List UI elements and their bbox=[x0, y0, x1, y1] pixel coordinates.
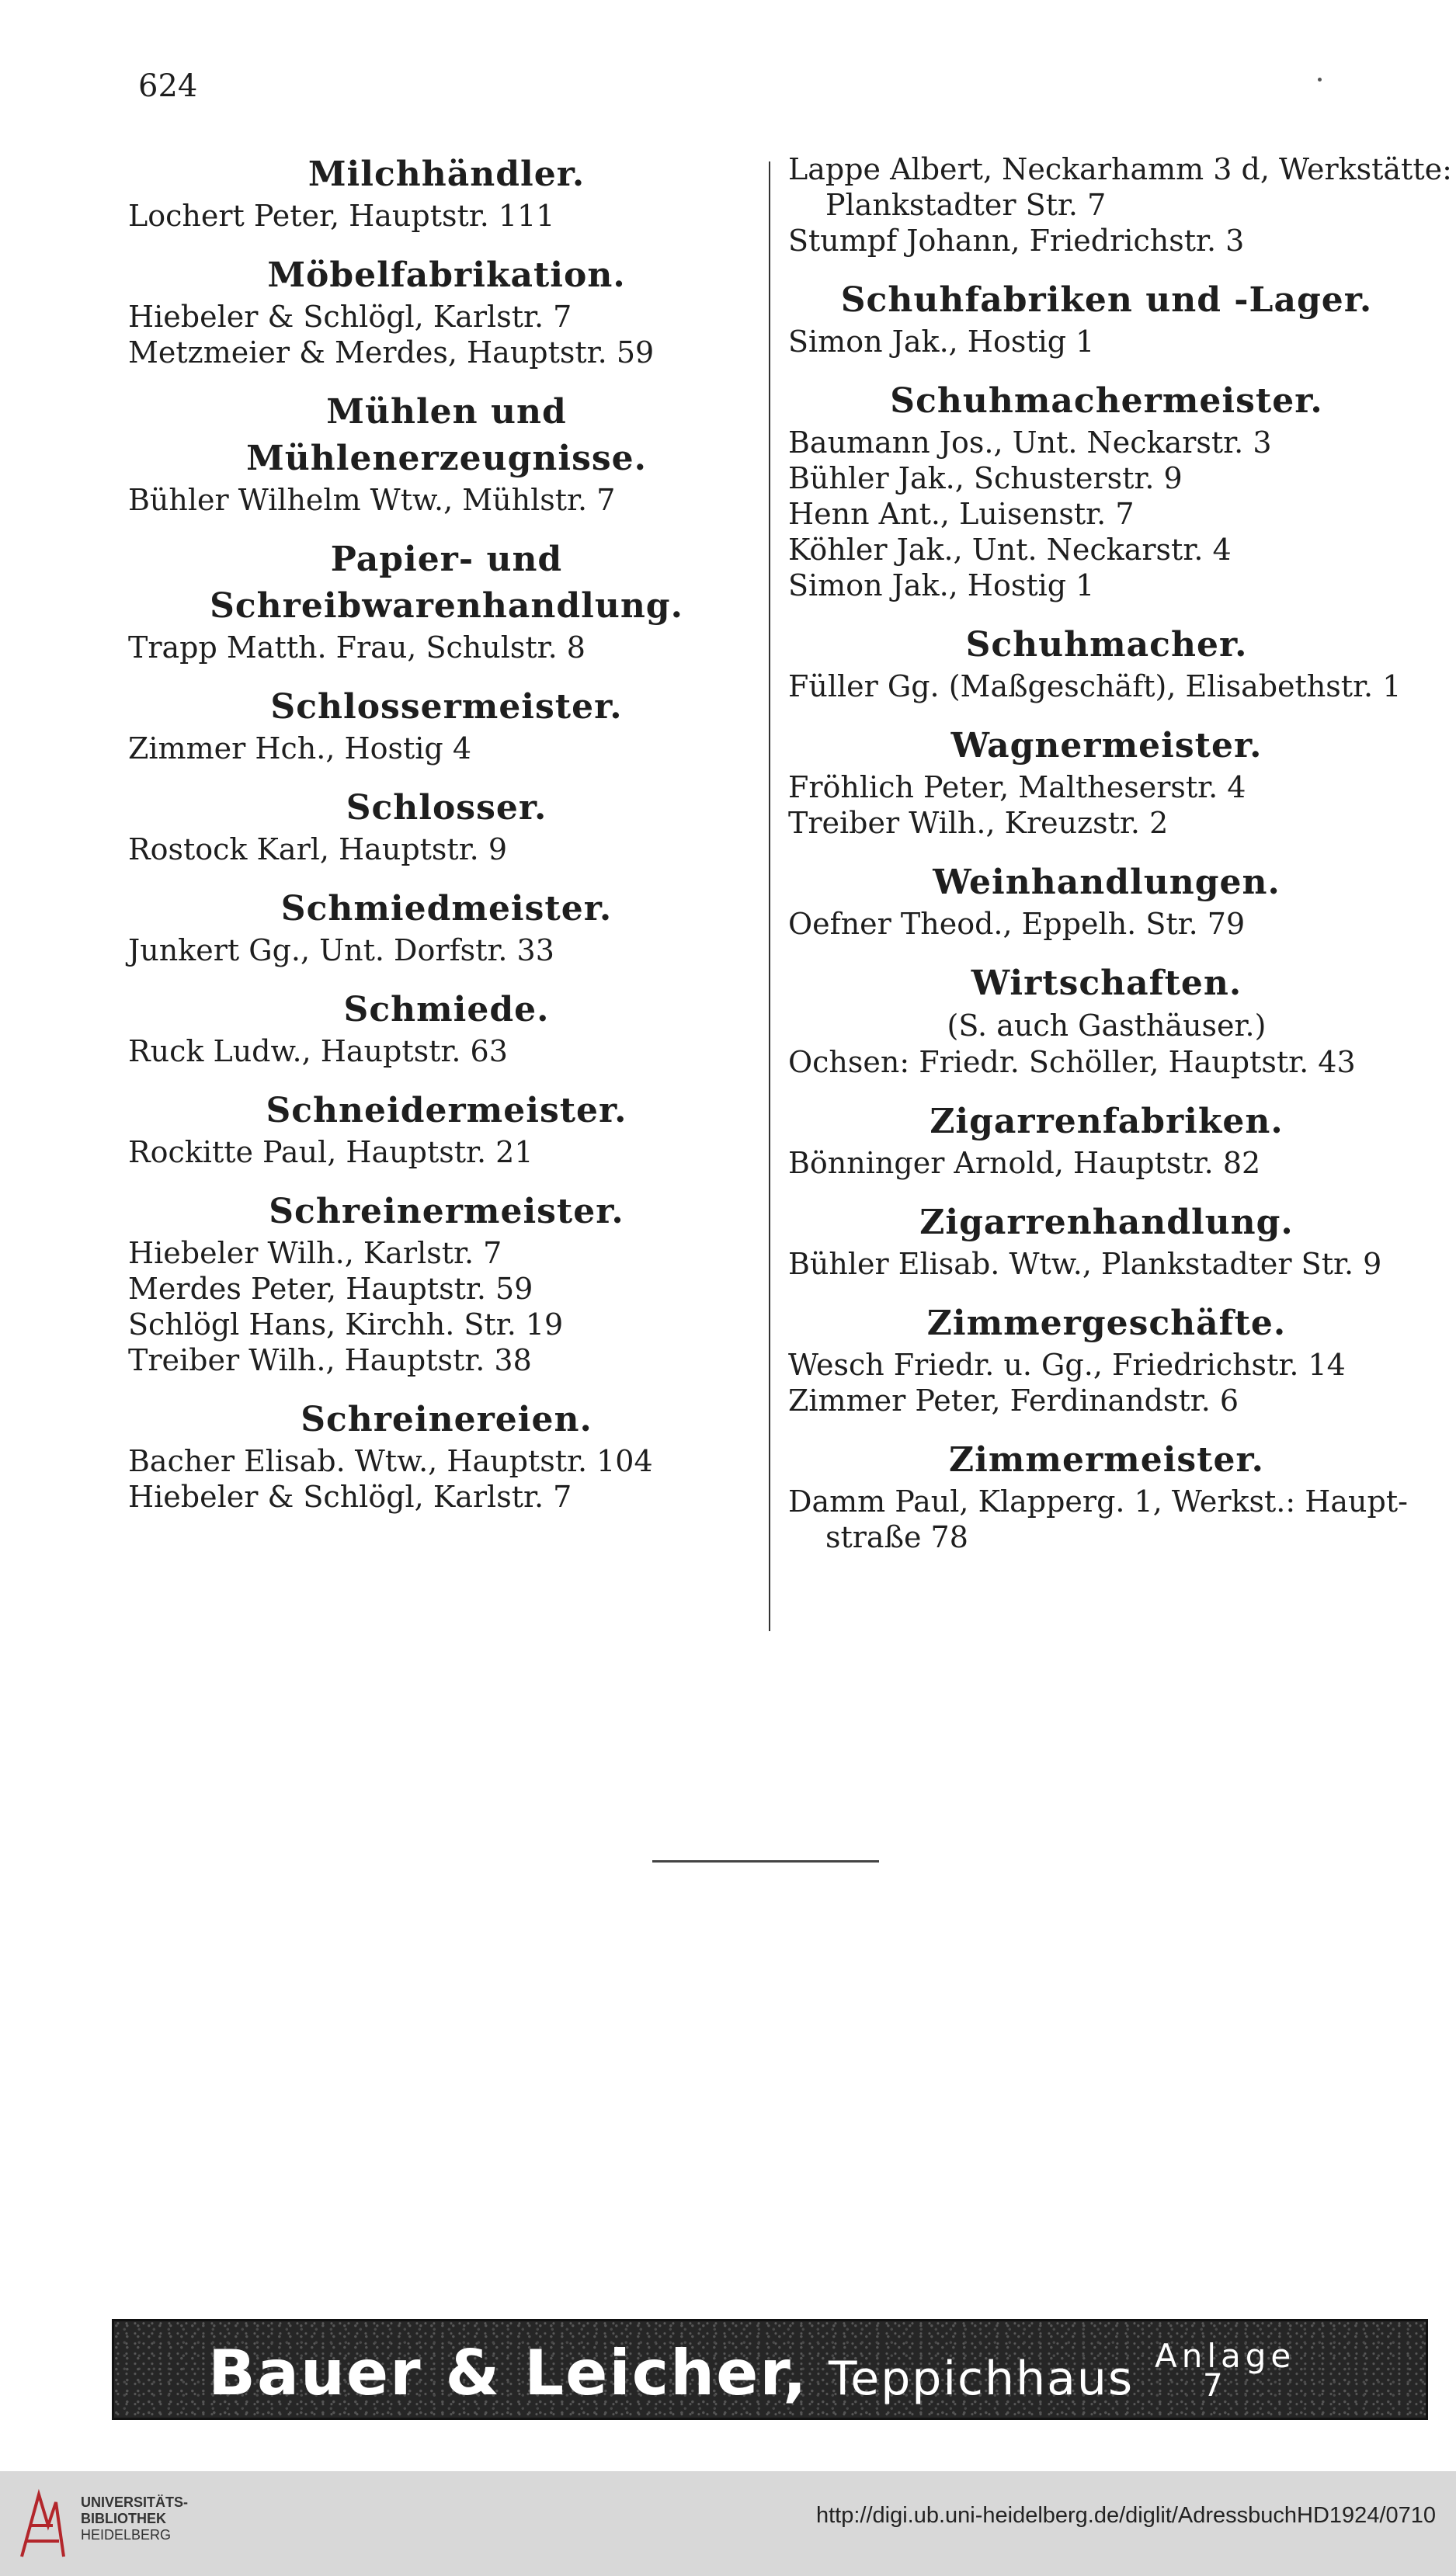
section-gap bbox=[128, 370, 765, 389]
section-heading: Zigarrenhandlung. bbox=[919, 1203, 1294, 1242]
section-heading: Wagnermeister. bbox=[950, 726, 1263, 766]
section-gap bbox=[128, 867, 765, 886]
directory-entry: Metzmeier & Merdes, Hauptstr. 59 bbox=[128, 335, 655, 370]
directory-entry: Schlögl Hans, Kirchh. Str. 19 bbox=[128, 1307, 564, 1342]
section-heading: Schuhfabriken und -Lager. bbox=[840, 280, 1373, 320]
directory-entry: Bönninger Arnold, Hauptstr. 82 bbox=[788, 1146, 1261, 1180]
section-gap bbox=[788, 942, 1425, 960]
library-name-line3: HEIDELBERG bbox=[81, 2527, 172, 2543]
section-gap bbox=[128, 234, 765, 252]
section-gap bbox=[788, 359, 1425, 378]
section-heading: Zigarrenfabriken. bbox=[930, 1102, 1284, 1141]
page-number: 624 bbox=[138, 68, 198, 104]
directory-entry: Rostock Karl, Hauptstr. 9 bbox=[128, 832, 508, 866]
directory-entry: Zimmer Peter, Ferdinandstr. 6 bbox=[788, 1383, 1239, 1418]
section-heading: Weinhandlungen. bbox=[933, 863, 1281, 902]
section-heading: Schuhmachermeister. bbox=[890, 381, 1323, 421]
directory-entry: Junkert Gg., Unt. Dorfstr. 33 bbox=[128, 933, 554, 967]
section-heading: Schreinereien. bbox=[301, 1400, 592, 1439]
section-gap bbox=[128, 968, 765, 987]
section-heading: Schmiedmeister. bbox=[280, 889, 613, 929]
source-url-link[interactable]: http://digi.ub.uni-heidelberg.de/diglit/AdressbuchHD1924/0710 bbox=[815, 2503, 1436, 2528]
section-gap bbox=[128, 1170, 765, 1189]
directory-entry: Lappe Albert, Neckarhamm 3 d, Werkstätte: bbox=[788, 152, 1452, 186]
directory-entry: Wesch Friedr. u. Gg., Friedrichstr. 14 bbox=[788, 1348, 1346, 1382]
advert-trade: Teppichhaus bbox=[828, 2352, 1135, 2406]
directory-entry: Ruck Ludw., Hauptstr. 63 bbox=[128, 1034, 508, 1068]
section-heading: Papier- und Schreibwarenhandlung. bbox=[210, 540, 683, 626]
library-name-line2: BIBLIOTHEK bbox=[81, 2511, 166, 2526]
left-column bbox=[128, 151, 765, 1515]
directory-entry: Rockitte Paul, Hauptstr. 21 bbox=[128, 1135, 533, 1169]
directory-entry: Hiebeler & Schlögl, Karlstr. 7 bbox=[128, 300, 572, 334]
directory-entry: Henn Ant., Luisenstr. 7 bbox=[788, 497, 1135, 531]
directory-entry: Damm Paul, Klapperg. 1, Werkst.: Haupt- bbox=[788, 1484, 1408, 1519]
section-gap bbox=[788, 1418, 1425, 1437]
directory-entry: Bühler Wilhelm Wtw., Mühlstr. 7 bbox=[128, 483, 616, 517]
section-heading: Schmiede. bbox=[343, 990, 550, 1029]
section-gap bbox=[128, 1378, 765, 1397]
section-heading: Schneidermeister. bbox=[266, 1091, 627, 1130]
section-gap bbox=[128, 518, 765, 536]
directory-entry: Ochsen: Friedr. Schöller, Hauptstr. 43 bbox=[788, 1045, 1356, 1079]
section-gap bbox=[128, 766, 765, 785]
section-heading: Mühlen und Mühlenerzeugnisse. bbox=[246, 392, 647, 478]
directory-entry: Hiebeler Wilh., Karlstr. 7 bbox=[128, 1236, 502, 1270]
directory-entry: Simon Jak., Hostig 1 bbox=[788, 325, 1095, 359]
directory-entry: Oefner Theod., Eppelh. Str. 79 bbox=[788, 907, 1246, 941]
section-gap bbox=[788, 841, 1425, 859]
section-heading: Möbelfabrikation. bbox=[267, 255, 626, 295]
directory-entry: Köhler Jak., Unt. Neckarstr. 4 bbox=[788, 533, 1232, 567]
section-gap bbox=[128, 665, 765, 684]
section-gap bbox=[788, 1181, 1425, 1199]
advert-anlage bbox=[1155, 2337, 1296, 2404]
column-divider bbox=[769, 161, 770, 1631]
directory-entry: Stumpf Johann, Friedrichstr. 3 bbox=[788, 224, 1245, 258]
section-heading: Zimmermeister. bbox=[949, 1440, 1264, 1480]
anlage-number: 7 bbox=[1203, 2368, 1228, 2404]
section-gap bbox=[788, 1282, 1425, 1300]
section-separator bbox=[652, 1860, 879, 1863]
directory-entry: Fröhlich Peter, Maltheserstr. 4 bbox=[788, 770, 1246, 804]
directory-entry: Hiebeler & Schlögl, Karlstr. 7 bbox=[128, 1480, 572, 1514]
section-gap bbox=[788, 704, 1425, 723]
section-note: (S. auch Gasthäuser.) bbox=[947, 1009, 1267, 1043]
directory-entry: Plankstadter Str. 7 bbox=[825, 188, 1107, 222]
section-heading: Milchhändler. bbox=[308, 154, 586, 194]
section-heading: Schlosser. bbox=[346, 788, 547, 828]
directory-entry: Baumann Jos., Unt. Neckarstr. 3 bbox=[788, 425, 1272, 460]
advert-firm: Bauer & Leicher, bbox=[208, 2337, 808, 2409]
directory-entry: Merdes Peter, Hauptstr. 59 bbox=[128, 1272, 533, 1306]
section-gap bbox=[788, 259, 1425, 277]
directory-entry: Füller Gg. (Maßgeschäft), Elisabethstr. 1 bbox=[788, 669, 1402, 703]
directory-entry: Bacher Elisab. Wtw., Hauptstr. 104 bbox=[128, 1444, 653, 1478]
directory-entry: Simon Jak., Hostig 1 bbox=[788, 568, 1095, 602]
section-gap bbox=[128, 1069, 765, 1088]
directory-entry: Trapp Matth. Frau, Schulstr. 8 bbox=[128, 630, 586, 665]
section-gap bbox=[788, 603, 1425, 622]
anlage-label: Anlage bbox=[1155, 2337, 1296, 2375]
right-column bbox=[788, 151, 1452, 1555]
directory-entry: Lochert Peter, Hauptstr. 111 bbox=[128, 199, 555, 233]
directory-entry: Zimmer Hch., Hostig 4 bbox=[128, 731, 472, 766]
directory-entry: straße 78 bbox=[825, 1520, 968, 1554]
section-heading: Zimmergeschäfte. bbox=[926, 1304, 1287, 1343]
section-heading: Schreinermeister. bbox=[269, 1192, 624, 1231]
speck-mark bbox=[1318, 78, 1322, 82]
directory-entry: Treiber Wilh., Kreuzstr. 2 bbox=[788, 806, 1169, 840]
section-heading: Schlossermeister. bbox=[270, 687, 623, 727]
directory-entry: Bühler Jak., Schusterstr. 9 bbox=[788, 461, 1183, 495]
directory-entry: Treiber Wilh., Hauptstr. 38 bbox=[128, 1343, 532, 1377]
section-heading: Wirtschaften. bbox=[971, 963, 1242, 1003]
section-gap bbox=[788, 1080, 1425, 1099]
library-name bbox=[81, 2494, 188, 2543]
library-name-line1: UNIVERSITÄTS- bbox=[81, 2494, 189, 2510]
section-heading: Schuhmacher. bbox=[965, 625, 1248, 665]
advert-banner-text bbox=[208, 2337, 1134, 2409]
library-logo-icon bbox=[16, 2487, 70, 2560]
directory-entry: Bühler Elisab. Wtw., Plankstadter Str. 9 bbox=[788, 1247, 1382, 1281]
